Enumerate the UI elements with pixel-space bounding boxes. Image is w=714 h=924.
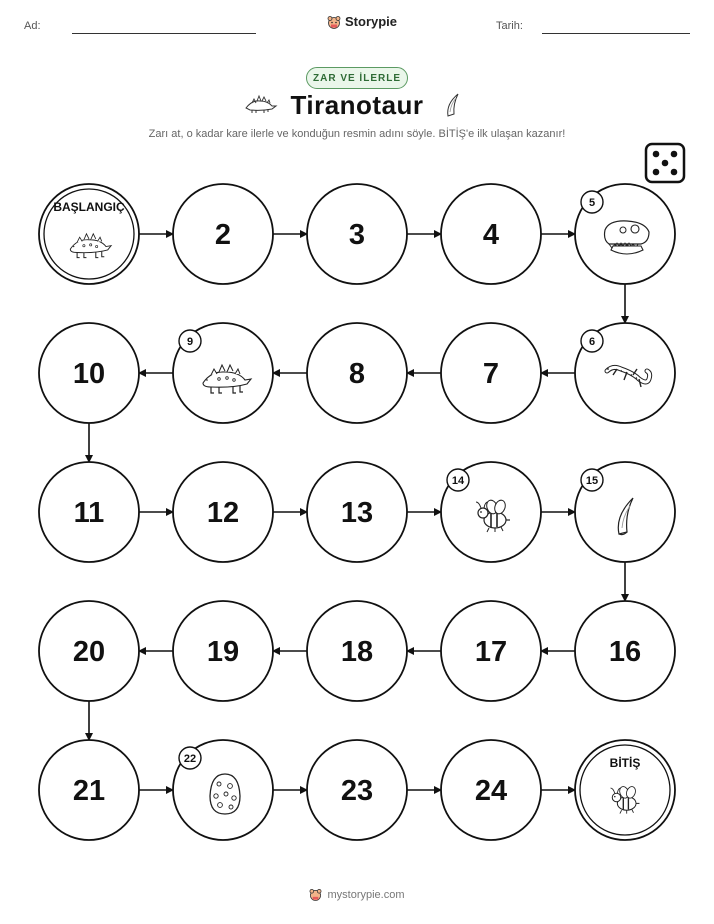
square-number: 15 bbox=[585, 475, 599, 487]
board-square-8[interactable] bbox=[307, 323, 407, 423]
dino-egg-icon bbox=[210, 774, 240, 814]
start-label: BAŞLANGIÇ bbox=[53, 200, 125, 214]
board-square-2[interactable] bbox=[173, 184, 273, 284]
square-number: 17 bbox=[474, 636, 508, 668]
board-square-10[interactable] bbox=[39, 323, 139, 423]
square-number: 21 bbox=[72, 775, 106, 807]
board-squares bbox=[39, 184, 675, 840]
board-square-1[interactable] bbox=[39, 184, 139, 284]
board-square-17[interactable] bbox=[441, 601, 541, 701]
board-square-18[interactable] bbox=[307, 601, 407, 701]
board-square-9[interactable] bbox=[173, 323, 273, 423]
brand-name: Storypie bbox=[345, 14, 398, 29]
storypie-bear-icon bbox=[309, 888, 322, 901]
finish-label: BİTİŞ bbox=[609, 756, 641, 770]
board-square-16[interactable] bbox=[575, 601, 675, 701]
square-number: 12 bbox=[206, 497, 240, 529]
board-square-19[interactable] bbox=[173, 601, 273, 701]
board-square-11[interactable] bbox=[39, 462, 139, 562]
board-square-3[interactable] bbox=[307, 184, 407, 284]
board-square-12[interactable] bbox=[173, 462, 273, 562]
board-square-6[interactable] bbox=[575, 323, 675, 423]
board-square-22[interactable] bbox=[173, 740, 273, 840]
board-square-25[interactable] bbox=[575, 740, 675, 840]
square-number: 19 bbox=[206, 636, 240, 668]
page-title: Tiranotaur bbox=[290, 90, 424, 120]
square-number: 2 bbox=[214, 219, 232, 251]
square-number: 4 bbox=[482, 219, 500, 251]
board-square-21[interactable] bbox=[39, 740, 139, 840]
square-number: 24 bbox=[474, 775, 508, 807]
square-number: 6 bbox=[588, 336, 596, 348]
instructions: Zarı at, o kadar kare ilerle ve konduğun resmin adını söyle. BİTİŞ'e ilk ulaşan kazanır! bbox=[148, 128, 566, 140]
square-number: 11 bbox=[73, 497, 105, 529]
square-number: 9 bbox=[186, 336, 194, 348]
board-square-14[interactable] bbox=[441, 462, 541, 562]
activity-tag: ZAR VE İLERLE bbox=[306, 67, 408, 89]
trex-skull-icon bbox=[605, 221, 650, 254]
square-number: 8 bbox=[348, 358, 366, 390]
name-label: Ad: bbox=[24, 20, 41, 32]
board-square-5[interactable] bbox=[575, 184, 675, 284]
square-number: 23 bbox=[340, 775, 374, 807]
board-square-4[interactable] bbox=[441, 184, 541, 284]
square-number: 7 bbox=[482, 358, 500, 390]
board-square-7[interactable] bbox=[441, 323, 541, 423]
square-number: 16 bbox=[608, 636, 642, 668]
date-label: Tarih: bbox=[496, 20, 523, 32]
square-number: 5 bbox=[588, 197, 596, 209]
board-square-20[interactable] bbox=[39, 601, 139, 701]
square-number: 18 bbox=[340, 636, 374, 668]
square-number: 14 bbox=[451, 475, 465, 487]
square-number: 10 bbox=[72, 358, 106, 390]
square-number: 3 bbox=[348, 219, 366, 251]
board-square-23[interactable] bbox=[307, 740, 407, 840]
square-number: 22 bbox=[183, 753, 197, 765]
square-number: 13 bbox=[340, 497, 374, 529]
board-square-13[interactable] bbox=[307, 462, 407, 562]
square-number: 20 bbox=[72, 636, 106, 668]
board-square-15[interactable] bbox=[575, 462, 675, 562]
board-square-24[interactable] bbox=[441, 740, 541, 840]
footer-url[interactable]: mystorypie.com bbox=[327, 888, 405, 901]
footer bbox=[0, 888, 714, 901]
